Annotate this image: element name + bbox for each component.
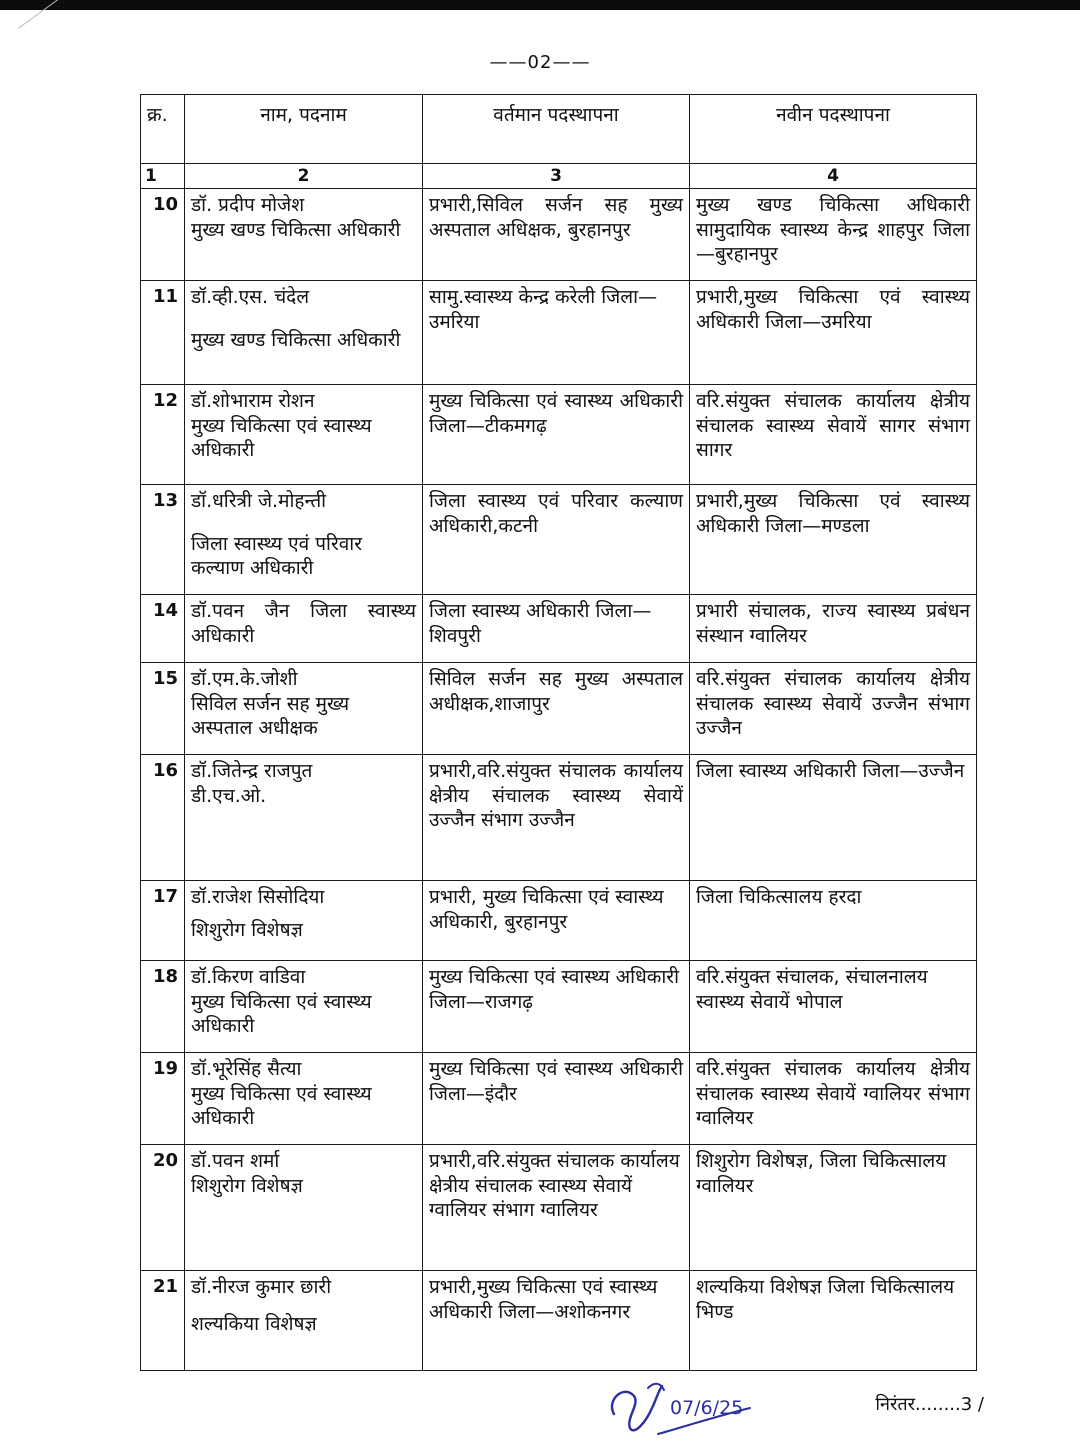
officer-designation: शिशुरोग विशेषज्ञ — [191, 918, 303, 941]
current-posting: प्रभारी,वरि.संयुक्त संचालक कार्यालय क्षेत्रीय संचालक स्वास्थ्य सेवायें ग्वालियर संभाग ग्वालियर — [423, 1145, 690, 1271]
current-posting: प्रभारी,वरि.संयुक्त संचालक कार्यालय क्षेत्रीय संचालक स्वास्थ्य सेवायें उज्जैन संभाग उज्जैन — [423, 755, 690, 881]
row-serial: 12 — [141, 385, 185, 485]
officer-designation: मुख्य चिकित्सा एवं स्वास्थ्य अधिकारी — [191, 990, 372, 1038]
column-number-row — [141, 164, 977, 189]
table-row — [141, 485, 977, 595]
row-serial: 17 — [141, 881, 185, 961]
name-cell — [185, 1053, 423, 1145]
row-serial: 13 — [141, 485, 185, 595]
current-posting: जिला स्वास्थ्य एवं परिवार कल्याण अधिकारी,कटनी — [423, 485, 690, 595]
signature-date: 07/6/25 — [670, 1397, 744, 1419]
table-row — [141, 385, 977, 485]
officer-designation: शल्यकिया विशेषज्ञ — [191, 1312, 317, 1335]
row-serial: 14 — [141, 595, 185, 663]
header-new: नवीन पदस्थापना — [690, 95, 977, 164]
new-posting: वरि.संयुक्त संचालक कार्यालय क्षेत्रीय संचालक स्वास्थ्य सेवायें सागर संभाग सागर — [690, 385, 977, 485]
table-row — [141, 1271, 977, 1371]
name-cell — [185, 385, 423, 485]
header-current: वर्तमान पदस्थापना — [423, 95, 690, 164]
officer-name: डॉ.पवन जैन जिला स्वास्थ्य अधिकारी — [191, 600, 416, 647]
row-serial: 19 — [141, 1053, 185, 1145]
new-posting: शल्यकिया विशेषज्ञ जिला चिकित्सालय भिण्ड — [690, 1271, 977, 1371]
current-posting: मुख्य चिकित्सा एवं स्वास्थ्य अधिकारी जिला—राजगढ़ — [423, 961, 690, 1053]
name-cell — [185, 595, 423, 663]
officer-name: डॉ.एम.के.जोशी — [191, 668, 298, 691]
current-posting: मुख्य चिकित्सा एवं स्वास्थ्य अधिकारी जिला—टीकमगढ़ — [423, 385, 690, 485]
current-posting: जिला स्वास्थ्य अधिकारी जिला—शिवपुरी — [423, 595, 690, 663]
new-posting: जिला स्वास्थ्य अधिकारी जिला—उज्जैन — [690, 755, 977, 881]
table-row — [141, 189, 977, 281]
name-cell — [185, 755, 423, 881]
row-serial: 10 — [141, 189, 185, 281]
officer-name: डॉ.जितेन्द्र राजपुत — [191, 760, 313, 783]
officer-designation: जिला स्वास्थ्य एवं परिवार कल्याण अधिकारी — [191, 532, 362, 580]
officer-name: डॉ.शोभाराम रोशन — [191, 390, 315, 413]
new-posting: शिशुरोग विशेषज्ञ, जिला चिकित्सालय ग्वालियर — [690, 1145, 977, 1271]
new-posting: प्रभारी संचालक, राज्य स्वास्थ्य प्रबंधन संस्थान ग्वालियर — [690, 595, 977, 663]
officer-name: डॉ.पवन शर्मा — [191, 1150, 280, 1173]
name-cell — [185, 881, 423, 961]
table-row — [141, 1145, 977, 1271]
name-cell — [185, 189, 423, 281]
continuation-note: निरंतर........3 / — [875, 1394, 984, 1415]
new-posting: जिला चिकित्सालय हरदा — [690, 881, 977, 961]
row-serial: 16 — [141, 755, 185, 881]
transfer-table — [140, 94, 977, 1371]
header-row — [141, 95, 977, 164]
table-row — [141, 961, 977, 1053]
row-serial: 11 — [141, 281, 185, 385]
officer-name: डॉ.नीरज कुमार छारी — [191, 1276, 332, 1299]
row-serial: 15 — [141, 663, 185, 755]
page-number: ——02—— — [489, 52, 591, 73]
table-row — [141, 1053, 977, 1145]
current-posting: सिविल सर्जन सह मुख्य अस्पताल अधीक्षक,शाजापुर — [423, 663, 690, 755]
officer-name: डॉ.राजेश सिसोदिया — [191, 886, 325, 909]
name-cell — [185, 961, 423, 1053]
current-posting: प्रभारी,मुख्य चिकित्सा एवं स्वास्थ्य अधिकारी जिला—अशोकनगर — [423, 1271, 690, 1371]
name-cell — [185, 485, 423, 595]
table-row — [141, 881, 977, 961]
officer-designation: शिशुरोग विशेषज्ञ — [191, 1174, 303, 1197]
name-cell — [185, 1271, 423, 1371]
officer-name: डॉ.व्ही.एस. चंदेल — [191, 286, 310, 309]
name-cell — [185, 1145, 423, 1271]
name-cell — [185, 663, 423, 755]
officer-name: डॉ.भूरेसिंह सैत्या — [191, 1058, 302, 1081]
header-serial: क्र. — [141, 95, 185, 164]
table-row — [141, 755, 977, 881]
current-posting: मुख्य चिकित्सा एवं स्वास्थ्य अधिकारी जिला—इंदौर — [423, 1053, 690, 1145]
officer-name: डॉ.किरण वाडिवा — [191, 966, 306, 989]
current-posting: प्रभारी, मुख्य चिकित्सा एवं स्वास्थ्य अधिकारी, बुरहानपुर — [423, 881, 690, 961]
officer-name: डॉ. प्रदीप मोजेश — [191, 194, 305, 217]
column-number: 3 — [423, 164, 690, 189]
officer-designation: मुख्य चिकित्सा एवं स्वास्थ्य अधिकारी — [191, 414, 372, 462]
table-row — [141, 595, 977, 663]
officer-designation: मुख्य खण्ड चिकित्सा अधिकारी — [191, 328, 401, 351]
scan-edge — [0, 0, 1080, 10]
new-posting: प्रभारी,मुख्य चिकित्सा एवं स्वास्थ्य अधिकारी जिला—मण्डला — [690, 485, 977, 595]
current-posting: प्रभारी,सिविल सर्जन सह मुख्य अस्पताल अधिक्षक, बुरहानपुर — [423, 189, 690, 281]
row-serial: 20 — [141, 1145, 185, 1271]
column-number: 2 — [185, 164, 423, 189]
current-posting: सामु.स्वास्थ्य केन्द्र करेली जिला—उमरिया — [423, 281, 690, 385]
officer-designation: मुख्य चिकित्सा एवं स्वास्थ्य अधिकारी — [191, 1082, 372, 1130]
name-cell — [185, 281, 423, 385]
column-number: 1 — [141, 164, 185, 189]
officer-designation: सिविल सर्जन सह मुख्य अस्पताल अधीक्षक — [191, 692, 350, 740]
new-posting: वरि.संयुक्त संचालक, संचालनालय स्वास्थ्य सेवायें भोपाल — [690, 961, 977, 1053]
column-number: 4 — [690, 164, 977, 189]
row-serial: 21 — [141, 1271, 185, 1371]
row-serial: 18 — [141, 961, 185, 1053]
new-posting: प्रभारी,मुख्य चिकित्सा एवं स्वास्थ्य अधिकारी जिला—उमरिया — [690, 281, 977, 385]
signature-mark — [600, 1370, 770, 1442]
new-posting: मुख्य खण्ड चिकित्सा अधिकारी सामुदायिक स्वास्थ्य केन्द्र शाहपुर जिला—बुरहानपुर — [690, 189, 977, 281]
officer-designation: डी.एच.ओ. — [191, 784, 267, 807]
new-posting: वरि.संयुक्त संचालक कार्यालय क्षेत्रीय संचालक स्वास्थ्य सेवायें उज्जैन संभाग उज्जैन — [690, 663, 977, 755]
table-row — [141, 281, 977, 385]
header-name: नाम, पदनाम — [185, 95, 423, 164]
new-posting: वरि.संयुक्त संचालक कार्यालय क्षेत्रीय संचालक स्वास्थ्य सेवायें ग्वालियर संभाग ग्वालियर — [690, 1053, 977, 1145]
officer-designation: मुख्य खण्ड चिकित्सा अधिकारी — [191, 218, 401, 241]
table-row — [141, 663, 977, 755]
officer-name: डॉ.धरित्री जे.मोहन्ती — [191, 490, 327, 513]
